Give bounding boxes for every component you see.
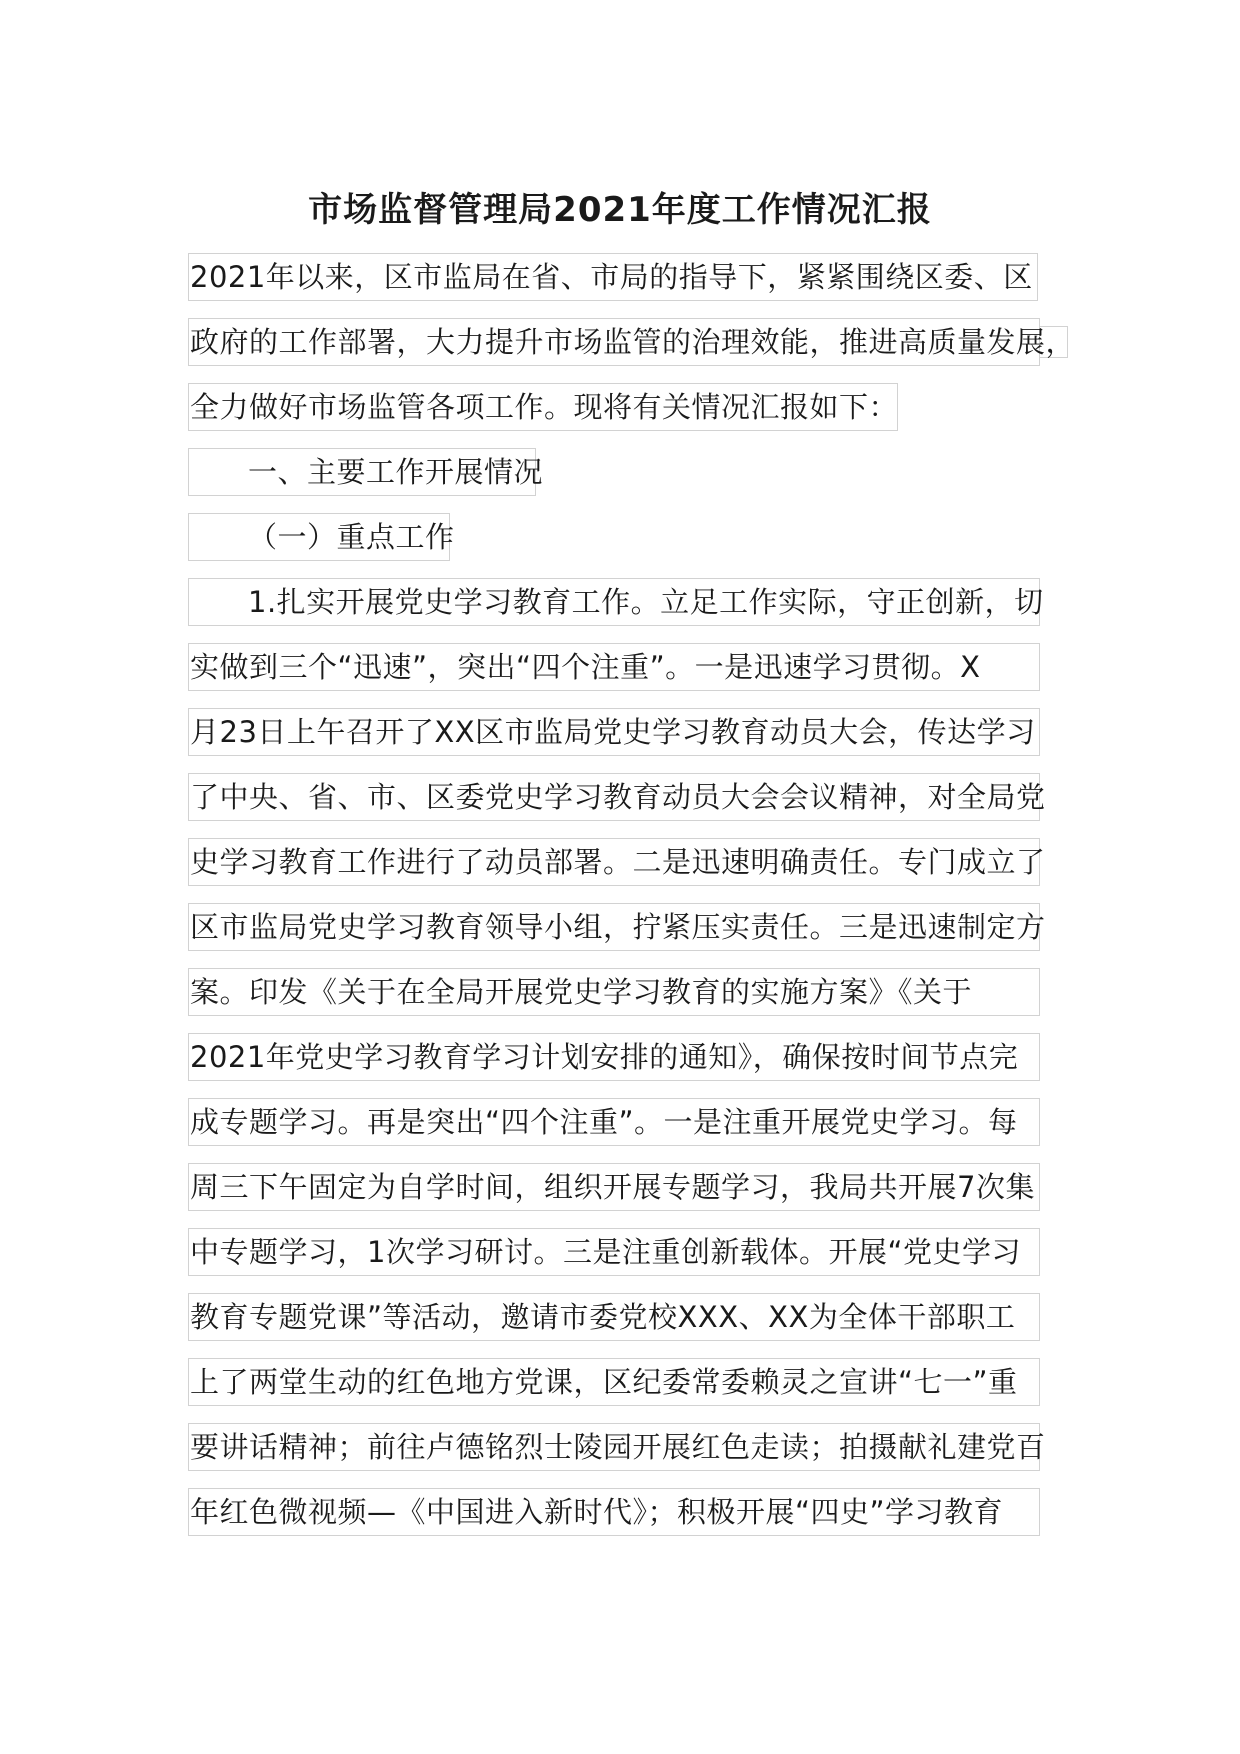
text-line xyxy=(188,1163,1088,1228)
line-text: 案。印发《关于在全局开展党史学习教育的实施方案》《关于 xyxy=(190,975,973,1009)
line-text: 2021年以来，区市监局在省、市局的指导下，紧紧围绕区委、区 xyxy=(190,260,1033,294)
text-line xyxy=(188,1098,1088,1163)
text-line xyxy=(188,1033,1088,1098)
subsection-heading xyxy=(188,513,1088,578)
line-text: 年红色微视频—《中国进入新时代》；积极开展“四史”学习教育 xyxy=(190,1495,1004,1529)
text-line xyxy=(188,383,1088,448)
line-text: 了中央、省、市、区委党史学习教育动员大会会议精神，对全局党 xyxy=(190,780,1046,814)
line-text: （一）重点工作 xyxy=(248,520,455,554)
line-text: 史学习教育工作进行了动员部署。二是迅速明确责任。专门成立了 xyxy=(190,845,1046,879)
text-line xyxy=(188,1488,1088,1553)
line-text: 实做到三个“迅速”，突出“四个注重”。一是迅速学习贯彻。X xyxy=(190,650,981,684)
text-line xyxy=(188,578,1088,643)
line-text: 全力做好市场监管各项工作。现将有关情况汇报如下： xyxy=(190,390,899,424)
text-line xyxy=(188,838,1088,903)
section-heading xyxy=(188,448,1088,513)
text-line xyxy=(188,903,1088,968)
line-text: 区市监局党史学习教育领导小组，拧紧压实责任。三是迅速制定方 xyxy=(190,910,1046,944)
line-text: 教育专题党课”等活动，邀请市委党校XXX、XX为全体干部职工 xyxy=(190,1300,1016,1334)
line-text: 周三下午固定为自学时间，组织开展专题学习，我局共开展7次集 xyxy=(190,1170,1035,1204)
text-line xyxy=(188,643,1088,708)
text-line xyxy=(188,253,1088,318)
line-text: 一、主要工作开展情况 xyxy=(248,455,544,489)
line-text: 要讲话精神；前往卢德铭烈士陵园开展红色走读；拍摄献礼建党百 xyxy=(190,1430,1046,1464)
text-line xyxy=(188,1293,1088,1358)
line-text: 1.扎实开展党史学习教育工作。立足工作实际，守正创新，切 xyxy=(248,585,1044,619)
line-text: 上了两堂生动的红色地方党课，区纪委常委赖灵之宣讲“七一”重 xyxy=(190,1365,1018,1399)
text-line xyxy=(188,1423,1088,1488)
line-text: 中专题学习，1次学习研讨。三是注重创新载体。开展“党史学习 xyxy=(190,1235,1021,1269)
text-line xyxy=(188,1228,1088,1293)
line-text: 2021年党史学习教育学习计划安排的通知》，确保按时间节点完 xyxy=(190,1040,1019,1074)
document-title: 市场监督管理局2021年度工作情况汇报 xyxy=(308,190,932,230)
line-text: 成专题学习。再是突出“四个注重”。一是注重开展党史学习。每 xyxy=(190,1105,1018,1139)
text-line xyxy=(188,773,1088,838)
text-line xyxy=(188,708,1088,773)
text-line xyxy=(188,968,1088,1033)
text-line xyxy=(188,1358,1088,1423)
line-text: 政府的工作部署，大力提升市场监管的治理效能，推进高质量发展， xyxy=(190,325,1076,359)
line-text: 月23日上午召开了XX区市监局党史学习教育动员大会，传达学习 xyxy=(190,715,1036,749)
text-line xyxy=(188,318,1088,383)
document-body xyxy=(188,253,1088,1553)
